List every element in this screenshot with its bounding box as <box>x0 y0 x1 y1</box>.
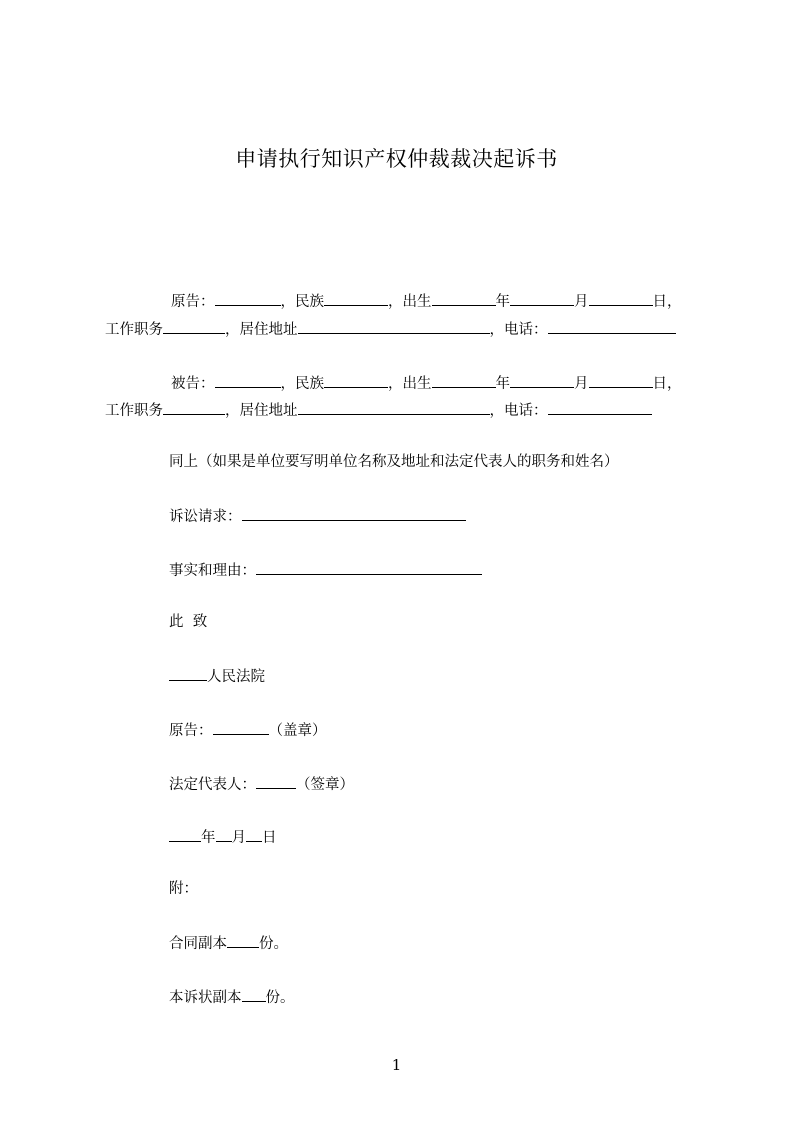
date-year-label: 年 <box>201 830 216 846</box>
page-number: 1 <box>391 1056 402 1074</box>
facts-line <box>169 559 482 581</box>
plaintiff-year-label: 年 <box>495 294 510 310</box>
defendant-day-label: 日， <box>652 376 682 392</box>
sign-rep-label: 法定代表人： <box>169 777 256 793</box>
plaintiff-day-blank[interactable] <box>589 290 653 306</box>
sign-rep-blank[interactable] <box>256 773 296 789</box>
attach-contract-suffix: 份。 <box>259 936 288 952</box>
court-label: 人民法院 <box>207 669 265 685</box>
plaintiff-address-label: ，居住地址 <box>225 322 298 338</box>
court-blank[interactable] <box>169 665 207 681</box>
claims-blank[interactable] <box>242 505 466 521</box>
defendant-job-blank[interactable] <box>163 399 225 415</box>
date-day-label: 日 <box>262 830 277 846</box>
plaintiff-day-label: 日， <box>652 294 682 310</box>
court-line <box>169 665 265 687</box>
facts-label: 事实和理由： <box>169 563 256 579</box>
defendant-phone-label: ，电话： <box>489 403 548 419</box>
defendant-phone-blank[interactable] <box>548 399 652 415</box>
defendant-address-label: ，居住地址 <box>225 403 298 419</box>
attach-contract-label: 合同副本 <box>169 936 227 952</box>
sign-plaintiff-label: 原告： <box>169 723 213 739</box>
attach-contract-blank[interactable] <box>227 932 259 948</box>
plaintiff-label: 原告： <box>171 294 215 310</box>
attach-contract-line <box>169 932 288 954</box>
defendant-month-blank[interactable] <box>510 372 574 388</box>
attach-copy-label: 本诉状副本 <box>169 990 242 1006</box>
facts-blank[interactable] <box>256 559 482 575</box>
date-year-blank[interactable] <box>169 826 201 842</box>
plaintiff-month-blank[interactable] <box>510 290 574 306</box>
defendant-address-blank[interactable] <box>298 399 490 415</box>
note-text: 同上（如果是单位要写明单位名称及地址和法定代表人的职务和姓名） <box>169 454 619 470</box>
plaintiff-birth-label: ，出生 <box>388 294 432 310</box>
claims-label: 诉讼请求： <box>169 509 242 525</box>
date-month-label: 月 <box>231 830 246 846</box>
plaintiff-year-blank[interactable] <box>432 290 496 306</box>
defendant-year-label: 年 <box>495 376 510 392</box>
document-title: 申请执行知识产权仲裁裁决起诉书 <box>235 147 558 171</box>
defendant-name-blank[interactable] <box>215 372 281 388</box>
sign-rep-line <box>169 773 354 795</box>
signature-label: （签章） <box>296 777 354 793</box>
plaintiff-name-blank[interactable] <box>215 290 281 306</box>
plaintiff-job-label: 工作职务 <box>105 322 163 338</box>
defendant-line-2 <box>105 399 652 421</box>
sign-plaintiff-line <box>169 719 327 741</box>
defendant-month-label: 月 <box>574 376 589 392</box>
attach-copy-blank[interactable] <box>242 986 266 1002</box>
defendant-ethnicity-label: ，民族 <box>280 376 324 392</box>
date-line <box>169 826 277 848</box>
plaintiff-line-2 <box>105 318 676 340</box>
claims-line <box>169 505 466 527</box>
plaintiff-ethnicity-blank[interactable] <box>324 290 388 306</box>
plaintiff-line-1 <box>171 290 682 312</box>
sign-plaintiff-blank[interactable] <box>213 719 269 735</box>
plaintiff-month-label: 月 <box>574 294 589 310</box>
defendant-job-label: 工作职务 <box>105 403 163 419</box>
defendant-line-1 <box>171 372 682 394</box>
plaintiff-address-blank[interactable] <box>298 318 490 334</box>
date-month-blank[interactable] <box>216 826 232 842</box>
plaintiff-phone-blank[interactable] <box>548 318 676 334</box>
plaintiff-ethnicity-label: ，民族 <box>280 294 324 310</box>
defendant-day-blank[interactable] <box>589 372 653 388</box>
salutation: 此 致 <box>169 614 208 630</box>
date-day-blank[interactable] <box>246 826 262 842</box>
defendant-label: 被告： <box>171 376 215 392</box>
seal-label: （盖章） <box>268 723 327 739</box>
plaintiff-job-blank[interactable] <box>163 318 225 334</box>
attach-label: 附： <box>169 881 198 897</box>
plaintiff-phone-label: ，电话： <box>489 322 548 338</box>
defendant-ethnicity-blank[interactable] <box>324 372 388 388</box>
defendant-birth-label: ，出生 <box>388 376 432 392</box>
attach-copy-suffix: 份。 <box>265 990 295 1006</box>
attach-copy-line <box>169 986 295 1008</box>
defendant-year-blank[interactable] <box>432 372 496 388</box>
